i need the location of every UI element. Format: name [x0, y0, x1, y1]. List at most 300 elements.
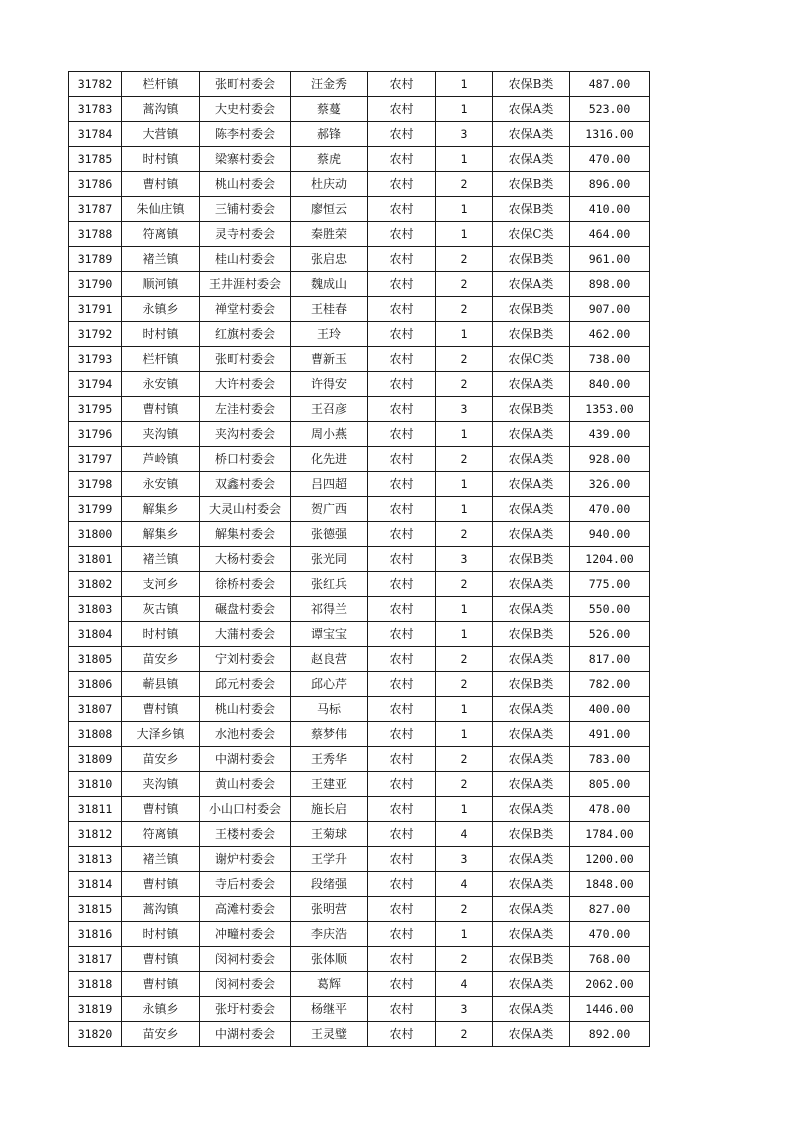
household-count-cell: 2 [436, 747, 493, 772]
insurance-category-cell: 农保A类 [493, 997, 570, 1022]
residence-type-cell: 农村 [368, 922, 436, 947]
town-cell: 褚兰镇 [122, 547, 200, 572]
household-count-cell: 1 [436, 497, 493, 522]
residence-type-cell: 农村 [368, 222, 436, 247]
residence-type-cell: 农村 [368, 122, 436, 147]
person-name-cell: 汪金秀 [291, 72, 368, 97]
record-id-cell: 31806 [69, 672, 122, 697]
household-count-cell: 1 [436, 72, 493, 97]
village-committee-cell: 冲疃村委会 [200, 922, 291, 947]
table-row [69, 72, 650, 97]
residence-type-cell: 农村 [368, 272, 436, 297]
household-count-cell: 2 [436, 297, 493, 322]
record-id-cell: 31817 [69, 947, 122, 972]
household-count-cell: 4 [436, 822, 493, 847]
record-id-cell: 31782 [69, 72, 122, 97]
household-count-cell: 1 [436, 422, 493, 447]
residence-type-cell: 农村 [368, 597, 436, 622]
amount-cell: 410.00 [570, 197, 650, 222]
amount-cell: 326.00 [570, 472, 650, 497]
residence-type-cell: 农村 [368, 897, 436, 922]
record-id-cell: 31820 [69, 1022, 122, 1047]
insurance-category-cell: 农保A类 [493, 97, 570, 122]
amount-cell: 491.00 [570, 722, 650, 747]
residence-type-cell: 农村 [368, 347, 436, 372]
household-count-cell: 1 [436, 322, 493, 347]
household-count-cell: 4 [436, 972, 493, 997]
person-name-cell: 贺广西 [291, 497, 368, 522]
residence-type-cell: 农村 [368, 547, 436, 572]
person-name-cell: 马标 [291, 697, 368, 722]
record-id-cell: 31787 [69, 197, 122, 222]
residence-type-cell: 农村 [368, 322, 436, 347]
table-row [69, 372, 650, 397]
person-name-cell: 张启忠 [291, 247, 368, 272]
table-row [69, 697, 650, 722]
village-committee-cell: 高滩村委会 [200, 897, 291, 922]
town-cell: 永镇乡 [122, 997, 200, 1022]
village-committee-cell: 左洼村委会 [200, 397, 291, 422]
amount-cell: 470.00 [570, 147, 650, 172]
amount-cell: 1446.00 [570, 997, 650, 1022]
insurance-category-cell: 农保C类 [493, 347, 570, 372]
residence-type-cell: 农村 [368, 822, 436, 847]
person-name-cell: 赵良营 [291, 647, 368, 672]
person-name-cell: 许得安 [291, 372, 368, 397]
town-cell: 永安镇 [122, 472, 200, 497]
household-count-cell: 2 [436, 522, 493, 547]
person-name-cell: 秦胜荣 [291, 222, 368, 247]
residence-type-cell: 农村 [368, 422, 436, 447]
insurance-category-cell: 农保A类 [493, 472, 570, 497]
town-cell: 灰古镇 [122, 597, 200, 622]
table-row [69, 672, 650, 697]
residence-type-cell: 农村 [368, 797, 436, 822]
household-count-cell: 1 [436, 147, 493, 172]
town-cell: 栏杆镇 [122, 347, 200, 372]
village-committee-cell: 夹沟村委会 [200, 422, 291, 447]
amount-cell: 805.00 [570, 772, 650, 797]
table-row [69, 472, 650, 497]
record-id-cell: 31784 [69, 122, 122, 147]
household-count-cell: 3 [436, 547, 493, 572]
record-id-cell: 31819 [69, 997, 122, 1022]
insurance-category-cell: 农保B类 [493, 397, 570, 422]
household-count-cell: 2 [436, 947, 493, 972]
amount-cell: 928.00 [570, 447, 650, 472]
town-cell: 曹村镇 [122, 872, 200, 897]
amount-cell: 1200.00 [570, 847, 650, 872]
residence-type-cell: 农村 [368, 872, 436, 897]
record-id-cell: 31802 [69, 572, 122, 597]
amount-cell: 782.00 [570, 672, 650, 697]
insurance-category-cell: 农保B类 [493, 672, 570, 697]
amount-cell: 550.00 [570, 597, 650, 622]
village-committee-cell: 桥口村委会 [200, 447, 291, 472]
household-count-cell: 1 [436, 622, 493, 647]
insurance-category-cell: 农保A类 [493, 422, 570, 447]
insurance-category-cell: 农保A类 [493, 972, 570, 997]
insurance-category-cell: 农保A类 [493, 772, 570, 797]
amount-cell: 840.00 [570, 372, 650, 397]
town-cell: 苗安乡 [122, 647, 200, 672]
village-committee-cell: 张町村委会 [200, 347, 291, 372]
residence-type-cell: 农村 [368, 97, 436, 122]
amount-cell: 2062.00 [570, 972, 650, 997]
village-committee-cell: 碾盘村委会 [200, 597, 291, 622]
table-row [69, 422, 650, 447]
town-cell: 褚兰镇 [122, 247, 200, 272]
record-id-cell: 31800 [69, 522, 122, 547]
village-committee-cell: 徐桥村委会 [200, 572, 291, 597]
village-committee-cell: 闵祠村委会 [200, 947, 291, 972]
village-committee-cell: 陈李村委会 [200, 122, 291, 147]
household-count-cell: 1 [436, 472, 493, 497]
insurance-category-cell: 农保A类 [493, 122, 570, 147]
amount-cell: 1848.00 [570, 872, 650, 897]
table-row [69, 1022, 650, 1047]
household-count-cell: 3 [436, 847, 493, 872]
insurance-category-cell: 农保A类 [493, 922, 570, 947]
insurance-category-cell: 农保A类 [493, 647, 570, 672]
town-cell: 时村镇 [122, 622, 200, 647]
table-row [69, 897, 650, 922]
record-id-cell: 31788 [69, 222, 122, 247]
town-cell: 符离镇 [122, 822, 200, 847]
person-name-cell: 葛辉 [291, 972, 368, 997]
table-row [69, 922, 650, 947]
record-id-cell: 31808 [69, 722, 122, 747]
town-cell: 解集乡 [122, 522, 200, 547]
town-cell: 永安镇 [122, 372, 200, 397]
village-committee-cell: 寺后村委会 [200, 872, 291, 897]
amount-cell: 464.00 [570, 222, 650, 247]
record-id-cell: 31807 [69, 697, 122, 722]
amount-cell: 1204.00 [570, 547, 650, 572]
record-id-cell: 31813 [69, 847, 122, 872]
insurance-category-cell: 农保A类 [493, 597, 570, 622]
record-id-cell: 31809 [69, 747, 122, 772]
residence-type-cell: 农村 [368, 447, 436, 472]
amount-cell: 1316.00 [570, 122, 650, 147]
table-row [69, 747, 650, 772]
person-name-cell: 蔡虎 [291, 147, 368, 172]
household-count-cell: 2 [436, 372, 493, 397]
person-name-cell: 周小燕 [291, 422, 368, 447]
table-row [69, 847, 650, 872]
person-name-cell: 廖恒云 [291, 197, 368, 222]
table-row [69, 997, 650, 1022]
amount-cell: 487.00 [570, 72, 650, 97]
insurance-category-cell: 农保A类 [493, 522, 570, 547]
town-cell: 朱仙庄镇 [122, 197, 200, 222]
record-id-cell: 31804 [69, 622, 122, 647]
record-id-cell: 31799 [69, 497, 122, 522]
residence-type-cell: 农村 [368, 197, 436, 222]
record-id-cell: 31783 [69, 97, 122, 122]
town-cell: 解集乡 [122, 497, 200, 522]
town-cell: 支河乡 [122, 572, 200, 597]
village-committee-cell: 三铺村委会 [200, 197, 291, 222]
household-count-cell: 2 [436, 772, 493, 797]
town-cell: 时村镇 [122, 322, 200, 347]
table-row [69, 872, 650, 897]
person-name-cell: 施长启 [291, 797, 368, 822]
record-id-cell: 31785 [69, 147, 122, 172]
person-name-cell: 邱心芹 [291, 672, 368, 697]
record-id-cell: 31791 [69, 297, 122, 322]
record-id-cell: 31797 [69, 447, 122, 472]
records-table-body [69, 72, 650, 1047]
insurance-category-cell: 农保A类 [493, 1022, 570, 1047]
village-committee-cell: 桂山村委会 [200, 247, 291, 272]
town-cell: 时村镇 [122, 147, 200, 172]
amount-cell: 896.00 [570, 172, 650, 197]
table-row [69, 597, 650, 622]
village-committee-cell: 大许村委会 [200, 372, 291, 397]
table-row [69, 97, 650, 122]
residence-type-cell: 农村 [368, 772, 436, 797]
person-name-cell: 蔡梦伟 [291, 722, 368, 747]
insurance-category-cell: 农保B类 [493, 547, 570, 572]
record-id-cell: 31803 [69, 597, 122, 622]
insurance-category-cell: 农保B类 [493, 72, 570, 97]
insurance-category-cell: 农保A类 [493, 897, 570, 922]
residence-type-cell: 农村 [368, 747, 436, 772]
household-count-cell: 2 [436, 247, 493, 272]
person-name-cell: 王建亚 [291, 772, 368, 797]
household-count-cell: 1 [436, 697, 493, 722]
person-name-cell: 吕四超 [291, 472, 368, 497]
household-count-cell: 2 [436, 447, 493, 472]
record-id-cell: 31789 [69, 247, 122, 272]
table-row [69, 797, 650, 822]
village-committee-cell: 大杨村委会 [200, 547, 291, 572]
household-count-cell: 2 [436, 897, 493, 922]
town-cell: 夹沟镇 [122, 422, 200, 447]
town-cell: 曹村镇 [122, 697, 200, 722]
town-cell: 栏杆镇 [122, 72, 200, 97]
table-row [69, 647, 650, 672]
table-row [69, 222, 650, 247]
table-row [69, 297, 650, 322]
person-name-cell: 杜庆动 [291, 172, 368, 197]
table-row [69, 172, 650, 197]
village-committee-cell: 中湖村委会 [200, 747, 291, 772]
record-id-cell: 31805 [69, 647, 122, 672]
residence-type-cell: 农村 [368, 722, 436, 747]
village-committee-cell: 小山口村委会 [200, 797, 291, 822]
person-name-cell: 王玲 [291, 322, 368, 347]
town-cell: 芦岭镇 [122, 447, 200, 472]
table-row [69, 722, 650, 747]
record-id-cell: 31818 [69, 972, 122, 997]
residence-type-cell: 农村 [368, 572, 436, 597]
record-id-cell: 31794 [69, 372, 122, 397]
village-committee-cell: 闵祠村委会 [200, 972, 291, 997]
table-row [69, 197, 650, 222]
household-count-cell: 1 [436, 597, 493, 622]
village-committee-cell: 桃山村委会 [200, 172, 291, 197]
record-id-cell: 31810 [69, 772, 122, 797]
person-name-cell: 王学升 [291, 847, 368, 872]
person-name-cell: 张光同 [291, 547, 368, 572]
residence-type-cell: 农村 [368, 847, 436, 872]
table-row [69, 822, 650, 847]
household-count-cell: 1 [436, 797, 493, 822]
insurance-category-cell: 农保B类 [493, 622, 570, 647]
village-committee-cell: 水池村委会 [200, 722, 291, 747]
record-id-cell: 31798 [69, 472, 122, 497]
amount-cell: 775.00 [570, 572, 650, 597]
amount-cell: 470.00 [570, 922, 650, 947]
village-committee-cell: 宁刘村委会 [200, 647, 291, 672]
insurance-category-cell: 农保B类 [493, 172, 570, 197]
village-committee-cell: 双鑫村委会 [200, 472, 291, 497]
amount-cell: 1353.00 [570, 397, 650, 422]
person-name-cell: 张德强 [291, 522, 368, 547]
household-count-cell: 1 [436, 197, 493, 222]
table-row [69, 122, 650, 147]
person-name-cell: 张红兵 [291, 572, 368, 597]
person-name-cell: 祁得兰 [291, 597, 368, 622]
amount-cell: 898.00 [570, 272, 650, 297]
amount-cell: 523.00 [570, 97, 650, 122]
amount-cell: 462.00 [570, 322, 650, 347]
village-committee-cell: 中湖村委会 [200, 1022, 291, 1047]
town-cell: 褚兰镇 [122, 847, 200, 872]
person-name-cell: 王召彦 [291, 397, 368, 422]
village-committee-cell: 禅堂村委会 [200, 297, 291, 322]
amount-cell: 478.00 [570, 797, 650, 822]
insurance-category-cell: 农保A类 [493, 847, 570, 872]
record-id-cell: 31796 [69, 422, 122, 447]
village-committee-cell: 解集村委会 [200, 522, 291, 547]
insurance-category-cell: 农保B类 [493, 297, 570, 322]
residence-type-cell: 农村 [368, 1022, 436, 1047]
amount-cell: 907.00 [570, 297, 650, 322]
amount-cell: 1784.00 [570, 822, 650, 847]
insurance-category-cell: 农保B类 [493, 322, 570, 347]
record-id-cell: 31795 [69, 397, 122, 422]
record-id-cell: 31814 [69, 872, 122, 897]
table-row [69, 347, 650, 372]
amount-cell: 738.00 [570, 347, 650, 372]
household-count-cell: 2 [436, 647, 493, 672]
insurance-category-cell: 农保A类 [493, 747, 570, 772]
insurance-category-cell: 农保C类 [493, 222, 570, 247]
table-row [69, 247, 650, 272]
person-name-cell: 王菊球 [291, 822, 368, 847]
town-cell: 曹村镇 [122, 972, 200, 997]
village-committee-cell: 灵寺村委会 [200, 222, 291, 247]
village-committee-cell: 梁寨村委会 [200, 147, 291, 172]
residence-type-cell: 农村 [368, 172, 436, 197]
record-id-cell: 31786 [69, 172, 122, 197]
record-id-cell: 31790 [69, 272, 122, 297]
record-id-cell: 31811 [69, 797, 122, 822]
household-count-cell: 1 [436, 922, 493, 947]
insurance-category-cell: 农保B类 [493, 247, 570, 272]
person-name-cell: 段绪强 [291, 872, 368, 897]
amount-cell: 768.00 [570, 947, 650, 972]
amount-cell: 470.00 [570, 497, 650, 522]
amount-cell: 827.00 [570, 897, 650, 922]
person-name-cell: 杨继平 [291, 997, 368, 1022]
town-cell: 夹沟镇 [122, 772, 200, 797]
town-cell: 曹村镇 [122, 172, 200, 197]
amount-cell: 940.00 [570, 522, 650, 547]
person-name-cell: 张明营 [291, 897, 368, 922]
residence-type-cell: 农村 [368, 247, 436, 272]
town-cell: 苗安乡 [122, 1022, 200, 1047]
table-row [69, 147, 650, 172]
village-committee-cell: 张町村委会 [200, 72, 291, 97]
record-id-cell: 31816 [69, 922, 122, 947]
table-row [69, 947, 650, 972]
amount-cell: 892.00 [570, 1022, 650, 1047]
town-cell: 符离镇 [122, 222, 200, 247]
table-row [69, 522, 650, 547]
household-count-cell: 3 [436, 997, 493, 1022]
town-cell: 永镇乡 [122, 297, 200, 322]
amount-cell: 439.00 [570, 422, 650, 447]
residence-type-cell: 农村 [368, 672, 436, 697]
insurance-category-cell: 农保B类 [493, 822, 570, 847]
residence-type-cell: 农村 [368, 72, 436, 97]
table-row [69, 572, 650, 597]
village-committee-cell: 邱元村委会 [200, 672, 291, 697]
amount-cell: 783.00 [570, 747, 650, 772]
record-id-cell: 31812 [69, 822, 122, 847]
amount-cell: 400.00 [570, 697, 650, 722]
residence-type-cell: 农村 [368, 147, 436, 172]
household-count-cell: 3 [436, 397, 493, 422]
household-count-cell: 1 [436, 722, 493, 747]
person-name-cell: 张体顺 [291, 947, 368, 972]
residence-type-cell: 农村 [368, 472, 436, 497]
person-name-cell: 李庆浩 [291, 922, 368, 947]
village-committee-cell: 张圩村委会 [200, 997, 291, 1022]
residence-type-cell: 农村 [368, 497, 436, 522]
town-cell: 蕲县镇 [122, 672, 200, 697]
person-name-cell: 王灵璧 [291, 1022, 368, 1047]
records-table [68, 71, 650, 1047]
residence-type-cell: 农村 [368, 522, 436, 547]
insurance-category-cell: 农保A类 [493, 372, 570, 397]
record-id-cell: 31801 [69, 547, 122, 572]
town-cell: 曹村镇 [122, 947, 200, 972]
town-cell: 蒿沟镇 [122, 897, 200, 922]
insurance-category-cell: 农保A类 [493, 447, 570, 472]
household-count-cell: 2 [436, 572, 493, 597]
person-name-cell: 化先进 [291, 447, 368, 472]
town-cell: 时村镇 [122, 922, 200, 947]
town-cell: 蒿沟镇 [122, 97, 200, 122]
village-committee-cell: 黄山村委会 [200, 772, 291, 797]
town-cell: 曹村镇 [122, 397, 200, 422]
insurance-category-cell: 农保B类 [493, 197, 570, 222]
town-cell: 顺河镇 [122, 272, 200, 297]
household-count-cell: 1 [436, 222, 493, 247]
table-row [69, 772, 650, 797]
amount-cell: 961.00 [570, 247, 650, 272]
table-row [69, 397, 650, 422]
town-cell: 苗安乡 [122, 747, 200, 772]
village-committee-cell: 红旗村委会 [200, 322, 291, 347]
household-count-cell: 2 [436, 672, 493, 697]
person-name-cell: 郝锋 [291, 122, 368, 147]
